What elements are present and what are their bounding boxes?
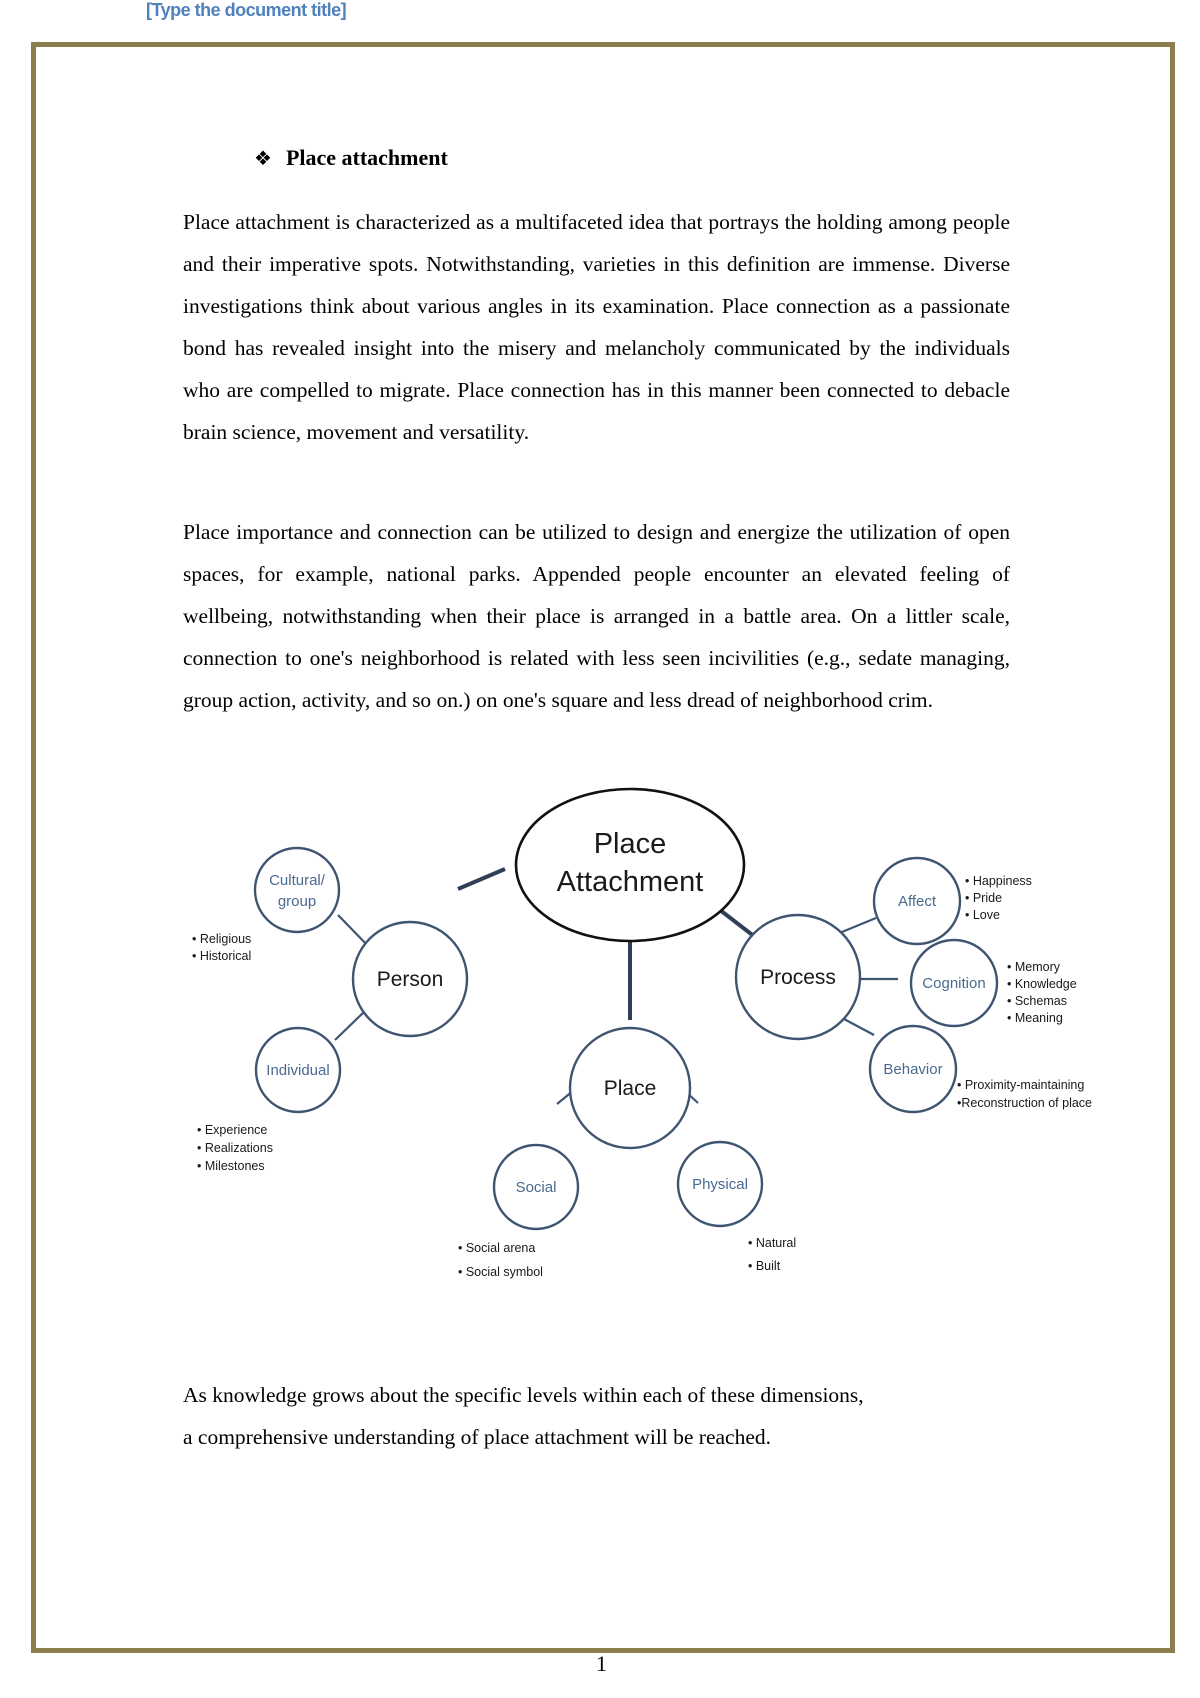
cultural-label-line1: Cultural/	[269, 872, 325, 889]
cognition-item: • Meaning	[1007, 1011, 1063, 1025]
edge-center-person	[458, 869, 505, 889]
conclusion-line-2: a comprehensive understanding of place attachment will be reached.	[183, 1425, 772, 1449]
physical-item: • Built	[748, 1259, 781, 1273]
paragraph-definition: Place attachment is characterized as a multifaceted idea that portrays the holding among people and their imperative spots. Notwithstanding, varieties in this definition are immense. Diverse investigations think about various angles in its examination. Place connection as a passionate bond has revealed insight into the misery and melancholy communicated by the individuals who are compelled to migrate. Place connection has in this manner been connected to debacle brain science, movement and versatility.	[183, 210, 1010, 444]
paragraph-importance: Place importance and connection can be utilized to design and energize the utilization of open spaces, for example, national parks. Appended people encounter an elevated feeling of wellbeing, notwithstanding when their place is arranged in a battle area. On a littler scale, connection to one's neighborhood is related with less seen incivilities (e.g., sedate managing, group action, activity, and so on.) on one's square and less dread of neighborhood crim.	[183, 520, 1010, 712]
cognition-item: • Knowledge	[1007, 977, 1077, 991]
physical-label: Physical	[692, 1176, 748, 1193]
place-attachment-diagram	[180, 775, 1120, 1295]
cognition-item: • Memory	[1007, 960, 1060, 974]
process-label: Process	[760, 966, 836, 989]
diamond-bullet-icon: ❖	[254, 147, 272, 170]
place-label: Place	[603, 1077, 657, 1100]
document-title-placeholder[interactable]: [Type the document title]	[146, 0, 347, 20]
affect-item: • Love	[965, 908, 1000, 922]
section-heading-text: Place attachment	[285, 145, 448, 170]
social-item: • Social symbol	[458, 1265, 543, 1279]
paragraph-conclusion	[183, 1374, 1010, 1458]
center-label-line1: Place	[593, 828, 667, 860]
edge-process-affect	[837, 918, 876, 934]
edge-process-behavior	[844, 1019, 874, 1035]
conclusion-line-1: As knowledge grows about the specific levels within each of these dimensions,	[183, 1383, 864, 1407]
affect-item: • Pride	[965, 891, 1003, 905]
individual-item: • Realizations	[197, 1141, 273, 1155]
social-item: • Social arena	[458, 1241, 536, 1255]
page-number: 1	[596, 1651, 607, 1676]
behavior-item: • Proximity-maintaining	[957, 1078, 1085, 1092]
section-heading	[254, 145, 448, 171]
cultural-node	[255, 848, 339, 932]
center-node	[516, 789, 744, 941]
affect-item: • Happiness	[965, 874, 1032, 888]
social-label: Social	[515, 1179, 557, 1196]
edge-person-individual	[335, 1011, 365, 1040]
individual-item: • Milestones	[197, 1159, 265, 1173]
affect-label: Affect	[897, 893, 937, 910]
behavior-label: Behavior	[883, 1061, 943, 1078]
center-label-line2: Attachment	[556, 866, 704, 898]
edge-center-process	[720, 910, 755, 937]
cognition-item: • Schemas	[1007, 994, 1067, 1008]
individual-label: Individual	[266, 1062, 330, 1079]
person-label: Person	[376, 968, 444, 991]
behavior-item: •Reconstruction of place	[957, 1096, 1093, 1110]
individual-item: • Experience	[197, 1123, 268, 1137]
cultural-item: • Religious	[192, 932, 252, 946]
physical-item: • Natural	[748, 1236, 797, 1250]
cultural-item: • Historical	[192, 949, 252, 963]
cognition-label: Cognition	[922, 975, 986, 992]
cultural-label-line2: group	[277, 893, 317, 910]
